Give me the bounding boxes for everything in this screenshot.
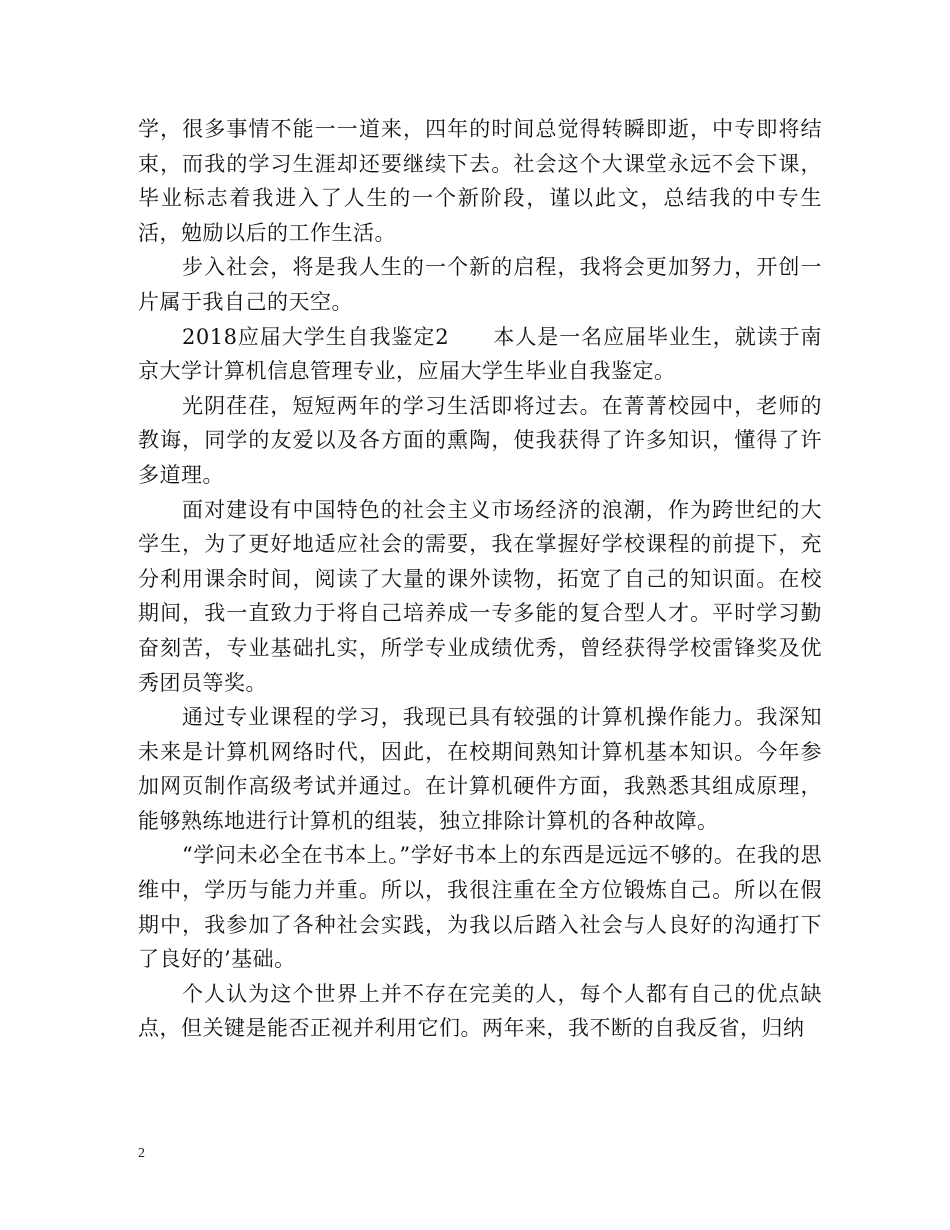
paragraph: 通过专业课程的学习，我现已具有较强的计算机操作能力。我深知未来是计算机网络时代，因此，在校期间熟知计算机基本知识。今年参加网页制作高级考试并通过。在计算机硬件方面，我熟悉其组成原理，能够熟练地进行计算机的组装，独立排除计算机的各种故障。	[138, 705, 822, 833]
paragraph: 步入社会，将是我人生的一个新的启程，我将会更加努力，开创一片属于我自己的天空。	[138, 255, 822, 314]
page-number: 2	[138, 1146, 145, 1161]
paragraph: “学问未必全在书本上。”学好书本上的东西是远远不够的。在我的思维中，学历与能力并重。所以，我很注重在全方位锻炼自己。所以在假期中，我参加了各种社会实践，为我以后踏入社会与人良好的沟通打下了良好的’基础。	[138, 843, 822, 972]
document-body	[138, 112, 822, 1046]
paragraph: 光阴荏荏，短短两年的学习生活即将过去。在菁菁校园中，老师的教诲，同学的友爱以及各方面的熏陶，使我获得了许多知识，懂得了许多道理。	[138, 393, 822, 487]
paragraph-heading-intro: 2018应届大学生自我鉴定2 本人是一名应届毕业生，就读于南京大学计算机信息管理专业，应届大学生毕业自我鉴定。	[138, 324, 822, 384]
paragraph: 个人认为这个世界上并不存在完美的人，每个人都有自己的优点缺点，但关键是能否正视并利用它们。两年来，我不断的自我反省，归纳	[138, 981, 822, 1041]
paragraph-continuation: 学，很多事情不能一一道来，四年的时间总觉得转瞬即逝，中专即将结束，而我的学习生涯却还要继续下去。社会这个大课堂永远不会下课，毕业标志着我进入了人生的一个新阶段，谨以此文，总结我的中专生活，勉励以后的工作生活。	[138, 117, 822, 245]
paragraph: 面对建设有中国特色的社会主义市场经济的浪潮，作为跨世纪的大学生，为了更好地适应社会的需要，我在掌握好学校课程的前提下，充分利用课余时间，阅读了大量的课外读物，拓宽了自己的知识面。在校期间，我一直致力于将自己培养成一专多能的复合型人才。平时学习勤奋刻苦，专业基础扎实，所学专业成绩优秀，曾经获得学校雷锋奖及优秀团员等奖。	[138, 497, 822, 695]
